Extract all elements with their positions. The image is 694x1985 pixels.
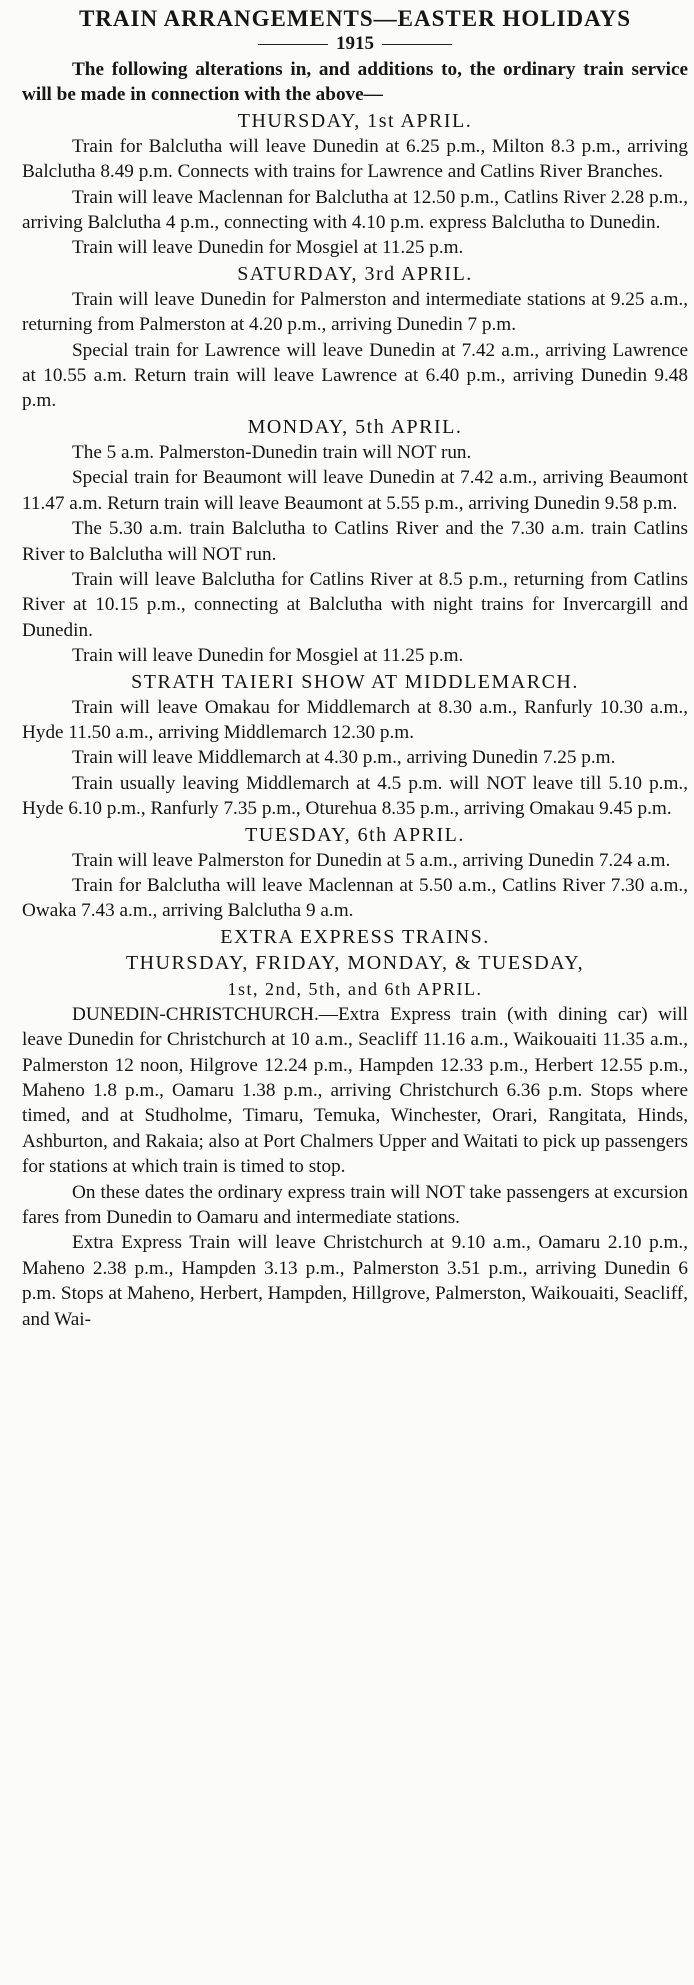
section-strath-taieri-show [22,669,688,822]
section-heading: MONDAY, 5th APRIL. [247,415,463,438]
paragraph: Extra Express Train will leave Christchurch at 9.10 a.m., Oamaru 2.10 p.m., Maheno 2.38 p.m., Hampden 3.13 p.m., Palmerston 3.51 p.m., arriving Dunedin 6 p.m. Stops at Maheno, Herbert, Hampden, Hillgrove, Palmerston, Waikouaiti, Seacliff, and Wai- [22,1232,688,1330]
paragraph: The 5.30 a.m. train Balclutha to Catlins River and the 7.30 a.m. train Catlins River to Balclutha will NOT run. [22,518,688,565]
paragraph: Train for Balclutha will leave Dunedin at 6.25 p.m., Milton 8.3 p.m., arriving Balclutha 8.49 p.m. Connects with trains for Lawrence and Catlins River Branches. [22,135,688,183]
paragraph: Train will leave Middlemarch at 4.30 p.m., arriving Dunedin 7.25 p.m. [72,747,616,769]
notice-year [22,33,688,55]
section-heading: TUESDAY, 6th APRIL. [245,823,465,846]
paragraph: DUNEDIN-CHRISTCHURCH.—Extra Express train (with dining car) will leave Dunedin for Christchurch at 10 a.m., Seacliff 11.16 a.m., Waikouaiti 11.35 a.m., Palmerston 12 noon, Hilgrove 12.24 p.m., Hampden 12.33 p.m., Herbert 12.55 p.m., Maheno 1.8 p.m., Oamaru 1.38 p.m., arriving Christchurch 6.36 p.m. Stops where timed, and at Studholme, Timaru, Temuka, Winchester, Orari, Rangitata, Hinds, Ashburton, and Rakaia; also at Port Chalmers Upper and Waitati to pick up passengers for stations at which train is timed to stop. [22,1003,688,1178]
intro-paragraph: The following alterations in, and additions to, the ordinary train service will be made in connection with the above— [22,59,688,106]
section-heading: EXTRA EXPRESS TRAINS. [220,925,490,948]
notice-title: TRAIN ARRANGEMENTS—EASTER HOLIDAYS [78,6,632,31]
paragraph: Train will leave Balclutha for Catlins River at 8.5 p.m., returning from Catlins River at 10.15 p.m., connecting at Balclutha with night trains for Invercargill and Dunedin. [22,568,688,641]
paragraph: On these dates the ordinary express train will NOT take passengers at excursion fares from Dunedin to Oamaru and intermediate stations. [22,1181,688,1229]
paragraph: Train will leave Dunedin for Mosgiel at 11.25 p.m. [72,237,464,259]
section-heading: THURSDAY, 1st APRIL. [237,109,473,132]
section-extra-express [22,924,688,1332]
paragraph: Train will leave Dunedin for Mosgiel at 11.25 p.m. [72,645,464,667]
paragraph: Train will leave Maclennan for Balclutha at 12.50 p.m., Catlins River 2.28 p.m., arriving Balclutha 4 p.m., connecting with 4.10 p.m. express Balclutha to Dunedin. [22,186,688,234]
paragraph: Train will leave Palmerston for Dunedin at 5 a.m., arriving Dunedin 7.24 a.m. [72,849,671,871]
paragraph: Train will leave Omakau for Middlemarch at 8.30 a.m., Ranfurly 10.30 a.m., Hyde 11.50 a.m., arriving Middlemarch 12.30 p.m. [22,696,688,743]
section-saturday [22,261,688,414]
section-monday [22,414,688,669]
section-heading: SATURDAY, 3rd APRIL. [237,262,473,285]
paragraph: The 5 a.m. Palmerston-Dunedin train will NOT run. [72,441,472,463]
paragraph: Train for Balclutha will leave Maclennan at 5.50 a.m., Catlins River 7.30 a.m., Owaka 7.43 a.m., arriving Balclutha 9 a.m. [22,874,688,922]
section-heading: STRATH TAIERI SHOW AT MIDDLEMARCH. [131,670,579,693]
year-rule-left [258,44,328,45]
extra-dates-heading: 1st, 2nd, 5th, and 6th APRIL. [227,978,483,999]
paragraph: Special train for Beaumont will leave Dunedin at 7.42 a.m., arriving Beaumont 11.47 a.m. Return train will leave Beaumont at 5.55 p.m., arriving Dunedin 9.58 p.m. [22,467,688,514]
section-thursday [22,108,688,261]
section-tuesday [22,822,688,924]
paragraph: Train will leave Dunedin for Palmerston and intermediate stations at 9.25 a.m., returning from Palmerston at 4.20 p.m., arriving Dunedin 7 p.m. [22,288,688,336]
extra-days-heading: THURSDAY, FRIDAY, MONDAY, & TUESDAY, [125,951,585,974]
paragraph: Special train for Lawrence will leave Dunedin at 7.42 a.m., arriving Lawrence at 10.55 a.m. Return train will leave Lawrence at 6.40 p.m., arriving Dunedin 9.48 p.m. [22,339,688,412]
paragraph: Train usually leaving Middlemarch at 4.5 p.m. will NOT leave till 5.10 p.m., Hyde 6.10 p.m., Ranfurly 7.35 p.m., Oturehua 8.35 p.m., arriving Omakau 9.45 p.m. [22,772,688,820]
year-rule-right [382,44,452,45]
year-text: 1915 [336,33,374,54]
